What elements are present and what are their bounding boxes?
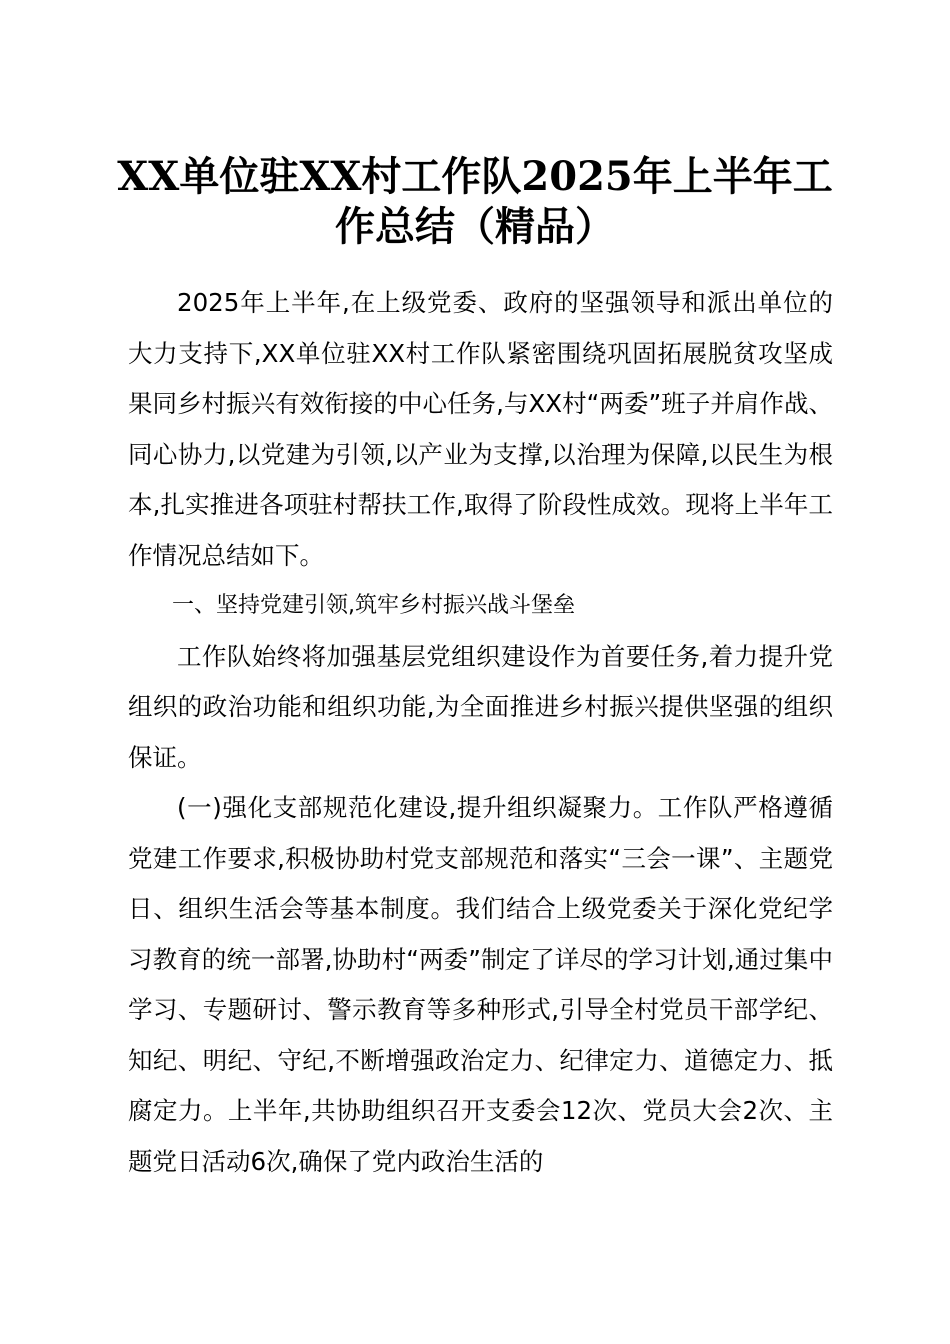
section-heading-1: 一、坚持党建引领,筑牢乡村振兴战斗堡垒	[172, 593, 575, 618]
document-title: XX单位驻XX村工作队2025年上半年工作总结（精品）	[117, 153, 833, 250]
document-body	[128, 278, 833, 1187]
subsection-1-paragraph: (一)强化支部规范化建设,提升组织凝聚力。工作队严格遵循党建工作要求,积极协助村党支部规范和落实“三会一课”、主题党日、组织生活会等基本制度。我们结合上级党委关于深化党纪学习教育的统一部署,协助村“两委”制定了详尽的学习计划,通过集中学习、专题研讨、警示教育等多种形式,引导全村党员干部学纪、知纪、明纪、守纪,不断增强政治定力、纪律定力、道德定力、抵腐定力。上半年,共协助组织召开支委会12次、党员大会2次、主题党日活动6次,确保了党内政治生活的	[128, 793, 833, 1176]
section-1-intro-paragraph: 工作队始终将加强基层党组织建设作为首要任务,着力提升党组织的政治功能和组织功能,为全面推进乡村振兴提供坚强的组织保证。	[128, 641, 833, 772]
intro-paragraph: 2025年上半年,在上级党委、政府的坚强领导和派出单位的大力支持下,XX单位驻XX村工作队紧密围绕巩固拓展脱贫攻坚成果同乡村振兴有效衔接的中心任务,与XX村“两委”班子并肩作战、同心协力,以党建为引领,以产业为支撑,以治理为保障,以民生为根本,扎实推进各项驻村帮扶工作,取得了阶段性成效。现将上半年工作情况总结如下。	[128, 288, 833, 570]
